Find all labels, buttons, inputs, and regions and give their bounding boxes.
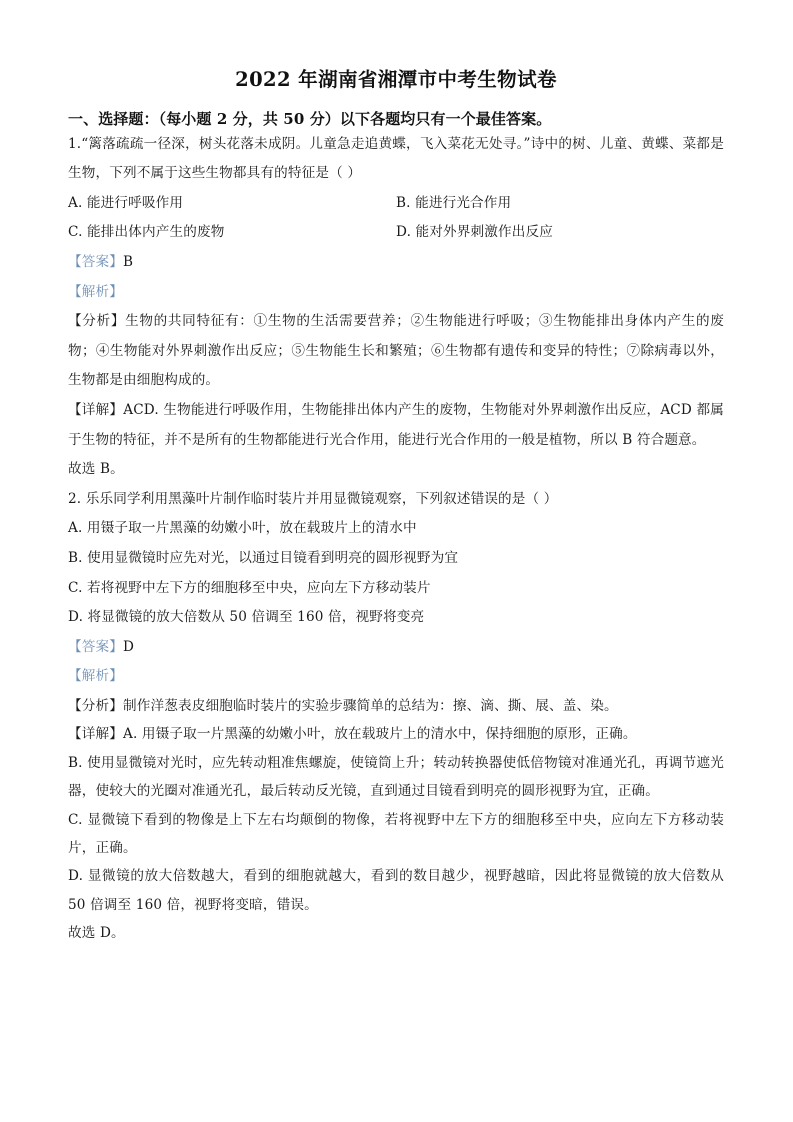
section-heading-multiple-choice: 一、选择题：（每小题 2 分，共 50 分）以下各题均只有一个最佳答案。 [68,110,552,129]
fenxi-marker: 【分析】 [68,313,126,330]
question-1-xiangjie-text: ACD. 生物能进行呼吸作用，生物能排出体内产生的废物，生物能对外界刺激作出反应，ACD 都属于生物的特征，并不是所有的生物都能进行光合作用，能进行光合作用的一般是植物，所以 B 符合题意。 [68,401,724,448]
question-2-detail-d: D. 显微镜的放大倍数越大，看到的细胞就越大，看到的数目越少，视野越暗，因此将显微镜的放大倍数从 50 倍调至 160 倍，视野将变暗，错误。 [68,868,724,913]
question-2-detail-b: B. 使用显微镜对光时，应先转动粗准焦螺旋，使镜筒上升；转动转换器使低倍物镜对准通光孔，再调节遮光器，使较大的光圈对准通光孔，最后转动反光镜，直到通过目镜看到明亮的圆形视野为宜，正确。 [68,754,724,800]
page-content [68,0,724,948]
question-1-xiangjie-paragraph [68,396,724,455]
question-2-option-c[interactable]: C. 若将视野中左下方的细胞移至中央，应向左下方移动装片 [68,579,431,596]
question-2-option-d[interactable]: D. 将显微镜的放大倍数从 50 倍调至 160 倍，视野将变亮 [68,609,425,626]
question-2-conclusion: 故选 D。 [68,925,125,942]
question-2-fenxi-paragraph [68,692,724,720]
fenxi-marker: 【分析】 [68,697,123,714]
question-1-options-row-cd [68,218,724,248]
question-block-1 [68,130,724,485]
question-1-options-row-ab [68,189,724,219]
question-1-stem: 1.“篱落疏疏一径深，树头花落未成阴。儿童急走追黄蝶，飞入菜花无处寻。”诗中的树、儿童、黄蝶、菜都是生物，下列不属于这些生物都具有的特征是（ ） [68,135,724,182]
question-1-fenxi-paragraph [68,307,724,396]
page-title: 2022 年湖南省湘潭市中考生物试卷 [235,68,557,91]
question-2-stem: 2. 乐乐同学利用黑藻叶片制作临时装片并用显微镜观察，下列叙述错误的是（ ） [68,490,558,507]
question-2-analysis-line [68,662,724,692]
analysis-marker: 【解析】 [68,668,123,685]
question-2-xiangjie-text-a: A. 用镊子取一片黑藻的幼嫩小叶，放在载玻片上的清水中，保持细胞的原形，正确。 [122,726,637,743]
question-1-analysis-line [68,278,724,308]
question-1-answer-line [68,248,724,278]
question-2-answer-line [68,633,724,663]
question-1-option-b[interactable]: B. 能进行光合作用 [396,194,512,211]
question-1-conclusion: 故选 B。 [68,461,124,478]
question-2-fenxi-text: 制作洋葱表皮细胞临时装片的实验步骤简单的总结为：擦、滴、撕、展、盖、染。 [122,697,618,714]
question-block-2 [68,485,724,948]
question-1-option-c[interactable]: C. 能排出体内产生的废物 [68,224,225,241]
question-2-detail-c: C. 显微镜下看到的物像是上下左右均颠倒的物像，若将视野中左下方的细胞移至中央，应向左下方移动装片，正确。 [68,811,724,856]
question-1-fenxi-text: 生物的共同特征有：①生物的生活需要营养；②生物能进行呼吸；③生物能排出身体内产生的废物；④生物能对外界刺激作出反应；⑤生物能生长和繁殖；⑥生物都有遗传和变异的特性；⑦除病毒以外，生物都是由细胞构成的。 [68,313,724,389]
analysis-marker: 【解析】 [68,283,123,300]
question-1-answer-value: B [122,254,134,270]
question-1-option-d[interactable]: D. 能对外界刺激作出反应 [396,224,553,241]
xiangjie-marker: 【详解】 [68,401,124,418]
question-2-xiangjie-paragraph [68,720,724,748]
answer-marker: 【答案】 [68,254,123,270]
xiangjie-marker: 【详解】 [68,726,123,743]
question-2-answer-value: D [122,638,135,655]
question-2-option-a[interactable]: A. 用镊子取一片黑藻的幼嫩小叶，放在载玻片上的清水中 [68,520,417,537]
question-2-option-b[interactable]: B. 使用显微镜时应先对光，以通过目镜看到明亮的圆形视野为宜 [68,549,459,566]
answer-marker: 【答案】 [68,638,123,655]
question-1-option-a[interactable]: A. 能进行呼吸作用 [68,194,184,211]
